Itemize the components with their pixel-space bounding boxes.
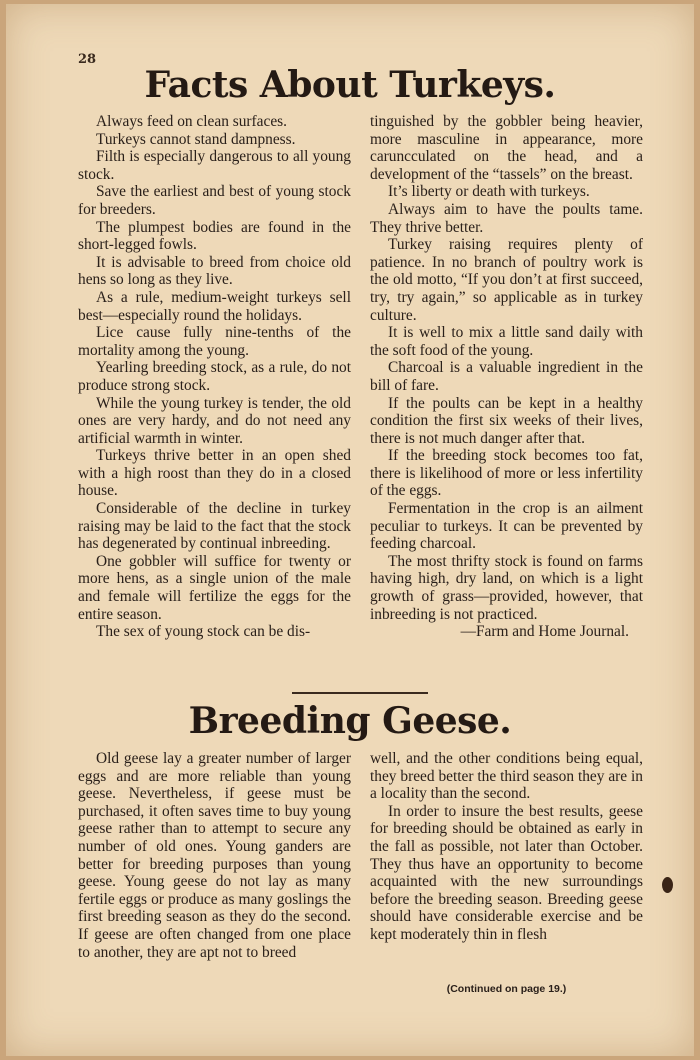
- section-divider: [292, 692, 428, 694]
- paragraph: Filth is especially dangerous to all young stock.: [78, 148, 351, 183]
- paragraph: The most thrifty stock is found on farms having high, dry land, on which is a light growth of grass—provided, however, that inbreeding is not practiced.: [370, 552, 643, 623]
- paragraph: Save the earliest and best of young stock for breeders.: [78, 183, 351, 218]
- paragraph: Lice cause fully nine-tenths of the mortality among the young.: [78, 324, 351, 359]
- paragraph: Considerable of the decline in turkey raising may be laid to the fact that the stock has degenerated by continual inbreeding.: [78, 500, 351, 553]
- paragraph: Fermentation in the crop is an ailment peculiar to turkeys. It can be prevented by feeding charcoal.: [370, 500, 643, 553]
- paragraph-continuation: well, and the other conditions being equal, they breed better the third season they are in a locality than the second.: [370, 750, 643, 803]
- paragraph: The plumpest bodies are found in the short-legged fowls.: [78, 218, 351, 254]
- paragraph: If the poults can be kept in a healthy condition the first six weeks of their lives, there is not much danger after that.: [370, 394, 643, 447]
- paragraph: Turkeys cannot stand dampness.: [96, 130, 296, 148]
- article-title-geese: Breeding Geese.: [188, 700, 512, 742]
- paragraph: Old geese lay a greater number of larger eggs and are more reliable than young geese. Nevertheless, if geese must be purchased, it often saves time to buy young geese rather than to attempt to secure any number of old ones. Young ganders are better for breeding purposes than young geese. Young geese do not lay as many fertile eggs or produce as many goslings the first breeding season as they do the second. If geese are often changed from one place to another, they are apt not to breed: [78, 750, 351, 961]
- continued-note: (Continued on page 19.): [446, 983, 567, 995]
- geese-left-column: [78, 750, 351, 961]
- article-title-turkeys: Facts About Turkeys.: [144, 64, 556, 106]
- paragraph: While the young turkey is tender, the old ones are very hardy, and do not need any artificial warmth in winter.: [78, 394, 351, 447]
- paragraph: If the breeding stock becomes too fat, there is likelihood of more or less infertility of the eggs.: [370, 447, 643, 500]
- paragraph: Turkey raising requires plenty of patience. In no branch of poultry work is the old motto, “If you don’t at first succeed, try, try again,” so applicable as in turkey culture.: [370, 236, 643, 324]
- attribution: —Farm and Home Journal.: [460, 623, 629, 641]
- paragraph: One gobbler will suffice for twenty or more hens, as a single union of the male and female will fertilize the eggs for the entire season.: [78, 552, 351, 623]
- ink-blot: [662, 877, 673, 893]
- paragraph: Yearling breeding stock, as a rule, do not produce strong stock.: [78, 359, 351, 394]
- paragraph: It is advisable to breed from choice old hens so long as they live.: [78, 253, 351, 289]
- turkeys-right-column: [370, 113, 643, 641]
- turkeys-left-column: [78, 113, 351, 641]
- geese-right-column: [370, 750, 643, 944]
- paragraph-continuation: tinguished by the gobbler being heavier, more masculine in appearance, more caruncculated on the head, and a development of the “tassels” on the breast.: [370, 113, 643, 183]
- paragraph: Always aim to have the poults tame. They thrive better.: [370, 200, 643, 236]
- paragraph: It is well to mix a little sand daily with the soft food of the young.: [370, 324, 643, 359]
- page-number: 28: [78, 52, 97, 67]
- paragraph: Always feed on clean surfaces.: [96, 113, 288, 130]
- paragraph: Charcoal is a valuable ingredient in the bill of fare.: [370, 359, 643, 394]
- paragraph: It’s liberty or death with turkeys.: [388, 183, 590, 201]
- paragraph: In order to insure the best results, geese for breeding should be obtained as early in the fall as possible, not later than October. They thus have an opportunity to become acquainted with the new surroundings before the breeding season. Breeding geese should have considerable exercise and be kept moderately thin in flesh: [370, 802, 643, 943]
- paragraph: Turkeys thrive better in an open shed with a high roost than they do in a closed house.: [78, 447, 351, 500]
- paragraph: As a rule, medium-weight turkeys sell best—especially round the holidays.: [78, 288, 351, 324]
- paragraph: The sex of young stock can be dis-: [96, 623, 311, 641]
